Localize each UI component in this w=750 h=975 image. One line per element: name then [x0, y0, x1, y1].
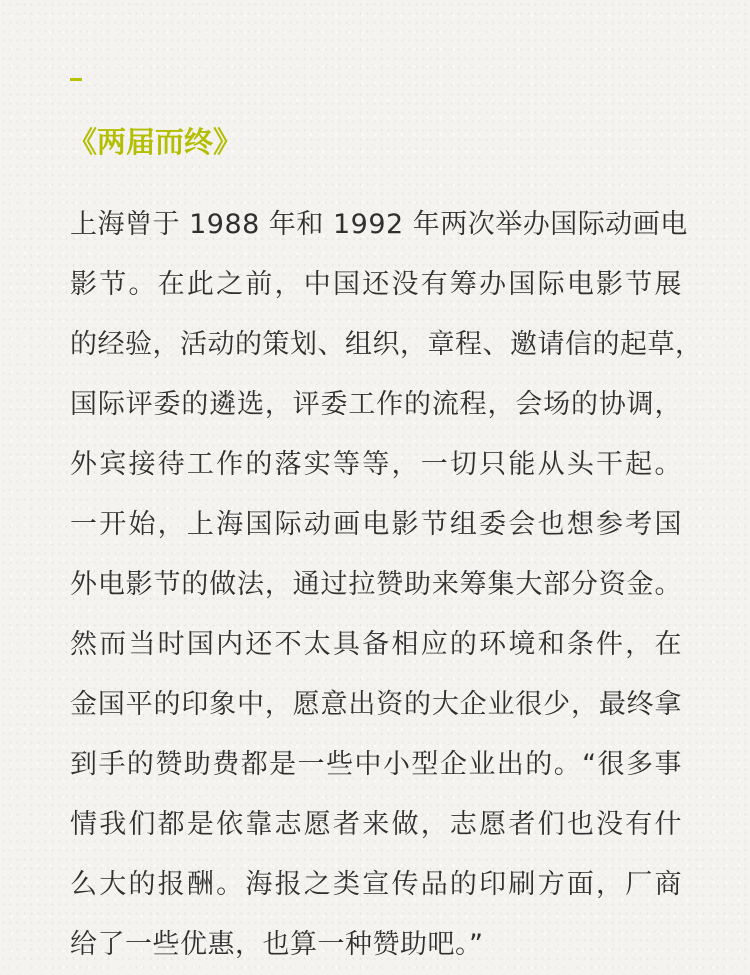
paragraph-line: 的经验，活动的策划、组织，章程、邀请信的起草，: [70, 329, 703, 360]
article-body: [70, 195, 703, 975]
paragraph-line: 到手的赞助费都是一些中小型企业出的。“很多事: [70, 749, 682, 780]
paragraph-line: 么大的报酬。海报之类宣传品的印刷方面，厂商: [70, 869, 682, 900]
paragraph-line: 情我们都是依靠志愿者来做，志愿者们也没有什: [70, 809, 682, 840]
paragraph-line: 上海曾于 1988 年和 1992 年两次举办国际动画电: [70, 209, 688, 240]
paragraph-line: 然而当时国内还不太具备相应的环境和条件，在: [70, 629, 682, 660]
paragraph-line: 外宾接待工作的落实等等，一切只能从头干起。: [70, 449, 682, 480]
paragraph-line: 给了一些优惠，也算一种赞助吧。”: [70, 929, 484, 960]
paragraph-line: 一开始，上海国际动画电影节组委会也想参考国: [70, 509, 682, 540]
paragraph-line: 外电影节的做法，通过拉赞助来筹集大部分资金。: [70, 569, 682, 600]
section-title: 《两届而终》: [68, 125, 243, 159]
paragraph-line: 影节。在此之前，中国还没有筹办国际电影节展: [70, 269, 682, 300]
paragraph-line: 国际评委的遴选，评委工作的流程，会场的协调，: [70, 389, 682, 420]
paragraph-line: 金国平的印象中，愿意出资的大企业很少，最终拿: [70, 689, 682, 720]
accent-dash: [70, 78, 82, 81]
